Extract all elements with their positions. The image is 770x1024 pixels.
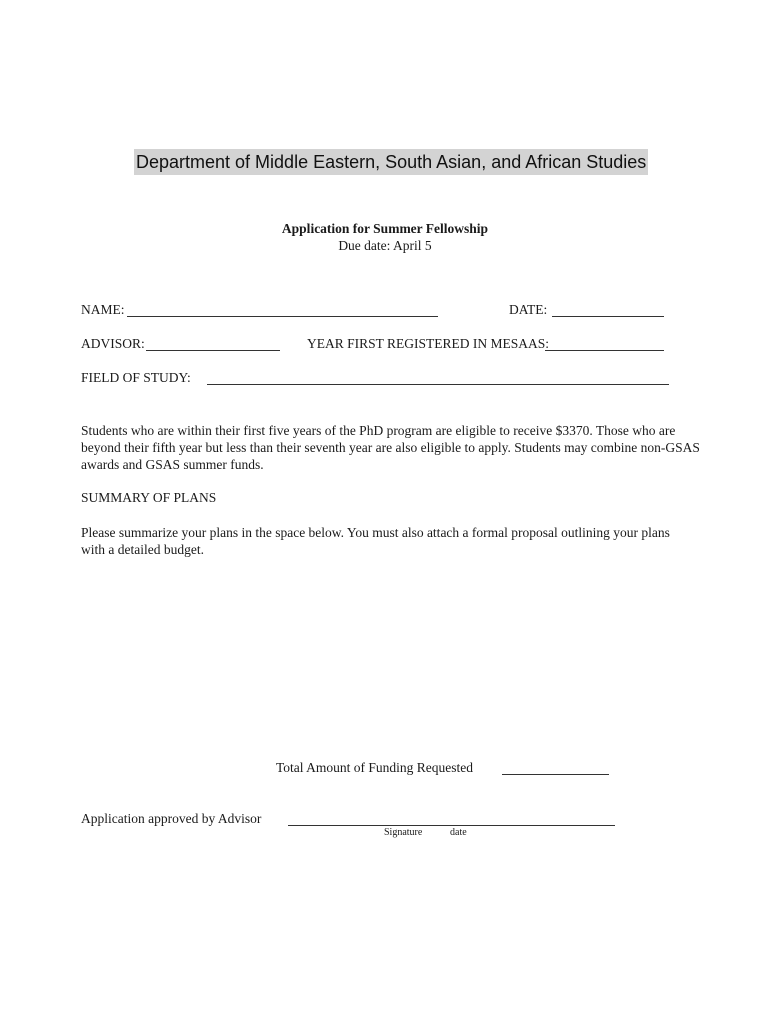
due-date: Due date: April 5 [338, 238, 432, 253]
year-registered-label: YEAR FIRST REGISTERED IN MESAAS: [307, 336, 550, 351]
summary-instructions: Please summarize your plans in the space below. You must also attach a formal proposal outlining your plans with a detailed budget. [81, 525, 670, 557]
date-field[interactable] [552, 316, 664, 317]
date-label: DATE: [509, 302, 548, 317]
funding-label: Total Amount of Funding Requested [276, 760, 474, 775]
name-label: NAME: [81, 302, 125, 317]
form-title: Application for Summer Fellowship [281, 221, 489, 236]
year-registered-field[interactable] [545, 350, 664, 351]
summary-heading: SUMMARY OF PLANS [81, 490, 217, 505]
field-of-study-field[interactable] [207, 384, 669, 385]
advisor-signature-field[interactable] [288, 825, 615, 826]
date-caption: date [450, 827, 467, 838]
funding-amount-field[interactable] [502, 774, 609, 775]
signature-caption: Signature [384, 827, 423, 838]
advisor-label: ADVISOR: [81, 336, 145, 351]
eligibility-text: Students who are within their first five years of the PhD program are eligible to receive $3370. Those who are beyond their fifth year but less than their seventh year are also eligible to apply. Students may combine non-GSAS awards and GSAS summer funds. [81, 423, 700, 472]
department-title: Department of Middle Eastern, South Asian, and African Studies [134, 149, 648, 175]
advisor-field[interactable] [146, 350, 280, 351]
name-field[interactable] [127, 316, 438, 317]
field-of-study-label: FIELD OF STUDY: [81, 370, 191, 385]
plans-summary-area[interactable] [81, 565, 681, 745]
approval-label: Application approved by Advisor [81, 811, 262, 826]
